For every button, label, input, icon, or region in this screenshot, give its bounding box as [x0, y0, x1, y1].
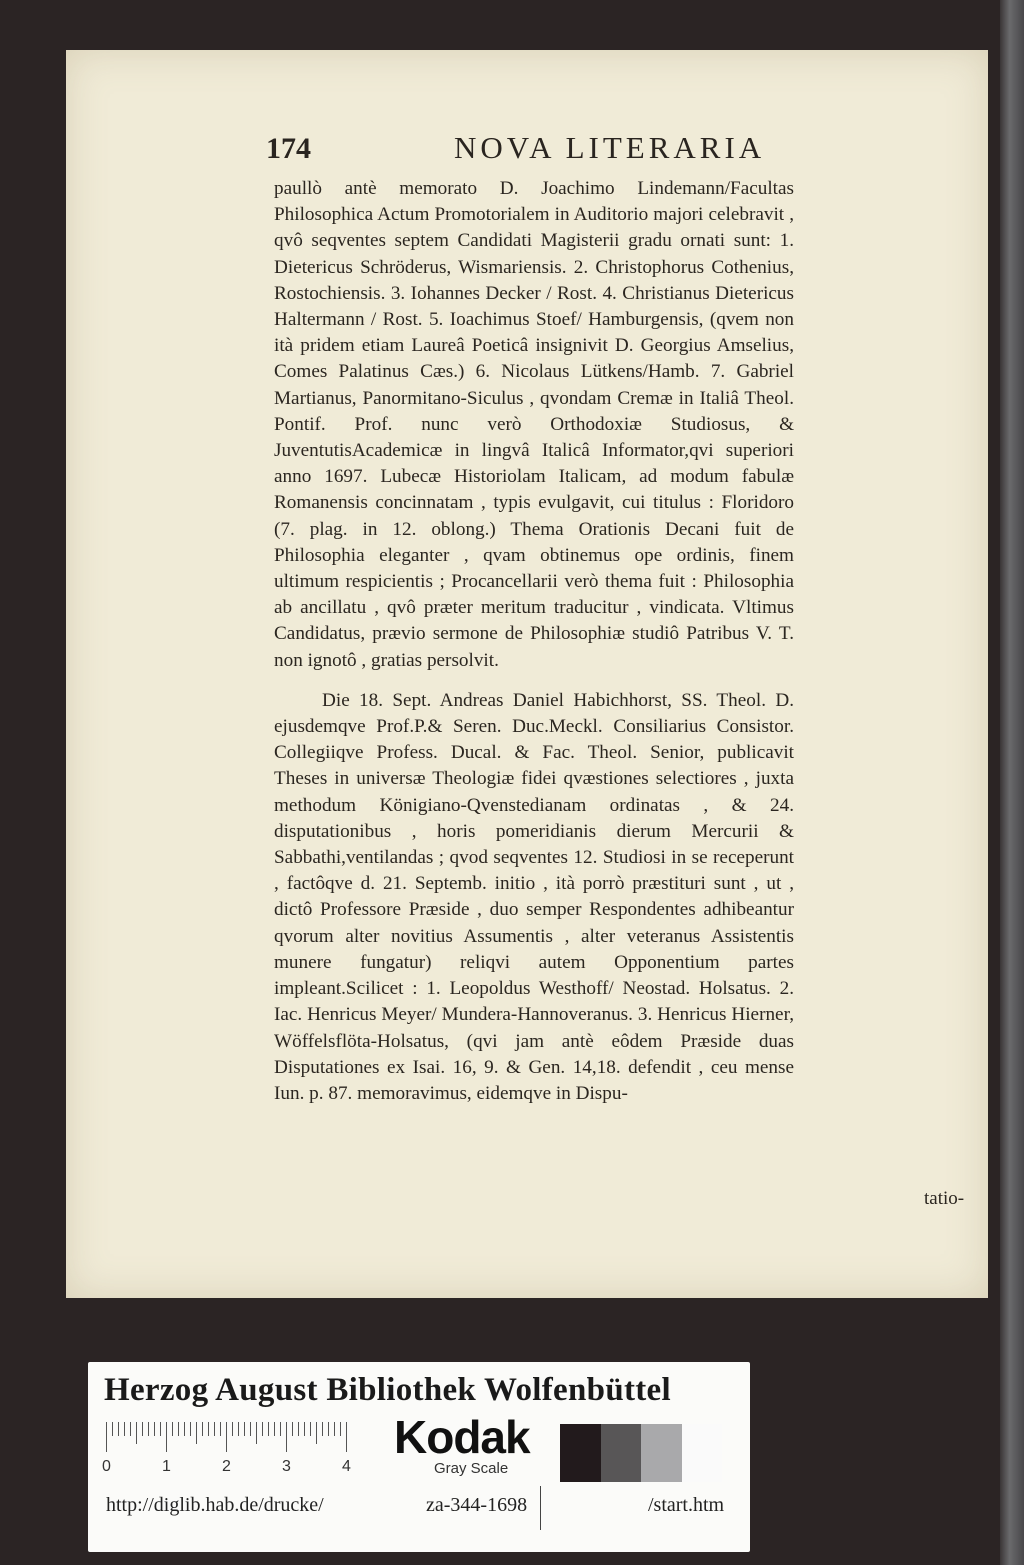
ruler-tick [322, 1422, 323, 1436]
ruler-tick [250, 1422, 251, 1436]
ruler-tick [124, 1422, 125, 1436]
ruler-tick [346, 1422, 347, 1452]
ruler-tick [154, 1422, 155, 1436]
ruler-tick [304, 1422, 305, 1436]
ruler-tick [196, 1422, 197, 1444]
ruler-number: 0 [102, 1458, 111, 1475]
ruler-tick [178, 1422, 179, 1436]
ruler-tick [220, 1422, 221, 1436]
ruler-number: 2 [222, 1458, 231, 1475]
ruler-tick [202, 1422, 203, 1436]
ruler-tick [232, 1422, 233, 1436]
gray-patch [682, 1424, 723, 1482]
ruler-tick [148, 1422, 149, 1436]
ruler-tick [280, 1422, 281, 1436]
book-page [66, 50, 988, 1298]
ruler-tick [334, 1422, 335, 1436]
paragraph-2: Die 18. Sept. Andreas Daniel Habichhorst, SS. Theol. D. ejusdemqve Prof.P.& Seren. Duc.Meckl. Consiliarius Consistor. Collegiiqve Profess. Ducal. & Fac. Theol. Senior, publicavit Theses in universæ Theologiæ fidei qvæstiones selectiores , juxta methodum Königiano-Qvenstedianam ordinatas , & 24. disputationibus , horis pomeridianis dierum Mercurii & Sabbathi,ventilandas ; qvod seqventes 12. Studiosi in se receperunt , factôqve d. 21. Septemb. initio , ità porrò præstituri sunt , ut , dictô Professore Præside , duo semper Respondentes adhibeantur qvorum alter novitius Assumentis , alter veteranus Assistentis munere fungatur) reliqvi autem Opponentium partes impleant.Scilicet : 1. Leopoldus Westhoff/ Neostad. Holsatus. 2. Iac. Henricus Meyer/ Mundera-Hannoveranus. 3. Henricus Hierner, Wöffelsflöta-Holsatus, (qvi jam antè eôdem Præside duas Disputationes ex Isai. 16, 9. & Gen. 14,18. defendit , ceu mense Iun. p. 87. memoravimus, eidemqve in Dispu- [274, 689, 794, 1104]
page-header [266, 132, 866, 172]
ruler-tick [184, 1422, 185, 1436]
ruler-tick [328, 1422, 329, 1436]
digital-library-url: http://diglib.hab.de/drucke/ [106, 1494, 324, 1516]
body-text [274, 176, 794, 1107]
gray-scale-label: Gray Scale [434, 1460, 509, 1477]
scanner-edge [1000, 0, 1024, 1565]
ruler-tick [244, 1422, 245, 1436]
ruler-tick [298, 1422, 299, 1436]
kodak-logo: Kodak [394, 1411, 530, 1463]
library-label-card [88, 1362, 750, 1552]
ruler-number: 1 [162, 1458, 171, 1475]
catchword: tatio- [924, 1188, 965, 1209]
ruler-tick [274, 1422, 275, 1436]
paragraph-1: paullò antè memorato D. Joachimo Lindemann/Facultas Philosophica Actum Promotorialem in Auditorio majori celebravit , qvô seqventes septem Candidati Magisterii gradu ornati sunt: 1. Dietericus Schröderus, Wismariensis. 2. Christophorus Cothenius, Rostochiensis. 3. Iohannes Decker / Rost. 4. Christianus Dietericus Haltermann / Rost. 5. Ioachimus Stoef/ Hamburgensis, (qvem non ità pridem etiam Laureâ Poeticâ insignivit D. Georgius Amselius, Comes Palatinus Cæs.) 6. Nicolaus Lütkens/Hamb. 7. Gabriel Martianus, Panormitano-Siculus , qvondam Cremæ in Italiâ Theol. Pontif. Prof. nunc verò Orthodoxiæ Studiosus, & JuventutisAcademicæ in lingvâ Italicâ Informator,qvi superiori anno 1697. Lubecæ Historiolam Italicam, ad modum fabulæ Romanensis concinnatam , typis evulgavit, cui titulus : Floridoro (7. plag. in 12. oblong.) Thema Orationis Decani fuit de Philosophia eleganter , qvam obtinemus ope ordinis, finem ultimum respicientis ; Procancellarii verò thema fuit : Philosophia ab ancillatu , qvô præter meritum traducitur , vindicata. Vltimus Candidatus, prævio sermone de Philosophiæ studiô Patribus V. T. non ignotô , gratias persolvit. [274, 178, 794, 671]
ruler-tick [340, 1422, 341, 1436]
ruler-tick [208, 1422, 209, 1436]
gray-patch [560, 1424, 601, 1482]
ruler-tick [256, 1422, 257, 1444]
ruler-tick [106, 1422, 107, 1452]
ruler-number: 3 [282, 1458, 291, 1475]
call-number: za-344-1698 [426, 1494, 528, 1516]
gray-patch [601, 1424, 642, 1482]
start-page-url: /start.htm [648, 1494, 725, 1516]
ruler-tick [136, 1422, 137, 1444]
ruler-tick [172, 1422, 173, 1436]
gray-patch [641, 1424, 682, 1482]
scale-ruler [102, 1422, 356, 1475]
ruler-number: 4 [342, 1458, 351, 1475]
ruler-tick [142, 1422, 143, 1436]
ruler-tick [130, 1422, 131, 1436]
ruler-tick [238, 1422, 239, 1436]
ruler-tick [118, 1422, 119, 1436]
page-number: 174 [266, 132, 311, 165]
ruler-tick [226, 1422, 227, 1452]
ruler-tick [316, 1422, 317, 1444]
ruler-tick [262, 1422, 263, 1436]
divider [540, 1486, 541, 1530]
gray-scale-patches [560, 1424, 722, 1482]
ruler-tick [112, 1422, 113, 1436]
running-head: NOVA LITERARIA [454, 130, 766, 165]
ruler-tick [268, 1422, 269, 1436]
ruler-tick [292, 1422, 293, 1436]
ruler-tick [286, 1422, 287, 1452]
ruler-tick [190, 1422, 191, 1436]
library-name: Herzog August Bibliothek Wolfenbüttel [104, 1372, 671, 1408]
ruler-tick [214, 1422, 215, 1436]
ruler-tick [166, 1422, 167, 1452]
ruler-tick [160, 1422, 161, 1436]
ruler-tick [310, 1422, 311, 1436]
